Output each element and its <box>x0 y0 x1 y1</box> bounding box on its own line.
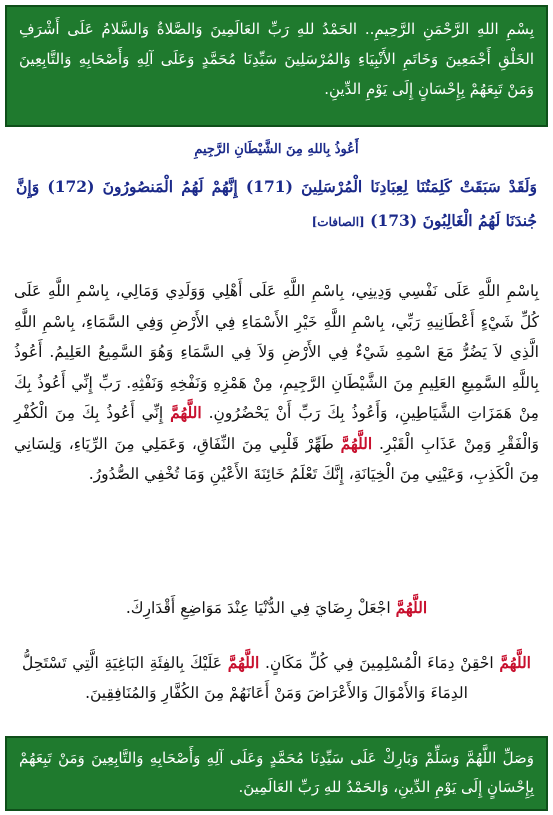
footer-box <box>5 736 548 811</box>
center-dua-line <box>0 598 553 617</box>
center-dua-text: اجْعَلْ رِضَايَ فِي الدُّنْيَا عِنْدَ مَوَاضِعِ أَقْدَارِكَ. <box>125 599 391 617</box>
last-part-1: احْقِنْ دِمَاءَ الْمُسْلِمِينَ فِي كُلِّ مَكَانٍ. <box>264 654 494 672</box>
allahumma-highlight: اللَّهُمَّ <box>340 433 373 453</box>
footer-text: وَصَلِّ اللَّهُمَّ وَسَلِّمْ وَبَارِكْ عَلَى سَيِّدِنَا مُحَمَّدٍ وَعَلَى آلِهِ وَأَصْحَابِهِ وَالتَّابِعِينَ وَمَنْ تَبِعَهُمْ بِإِحْسَانٍ إِلَى يَوْمِ الدِّينِ، وَالحَمْدُ للهِ رَبِّ العَالَمِينَ. <box>19 749 534 796</box>
quran-verse-block <box>16 170 537 239</box>
header-box <box>5 5 548 127</box>
quran-verse: وَلَقَدْ سَبَقَتْ كَلِمَتُنَا لِعِبَادِنَا الْمُرْسَلِينَ (171) إِنَّهُمْ لَهُمُ الْمَنصُورُونَ (172) وَإِنَّ جُندَنَا لَهُمُ الْغَالِبُونَ (173) <box>16 177 537 230</box>
main-paragraph <box>14 276 539 490</box>
main-part-3: طَهِّرْ قَلْبِي مِنَ النِّفَاقِ، وَعَمَلِي مِنَ الرِّيَاءِ، وَلِسَانِي مِنَ الْكَذِبِ، وَعَيْنِي مِنَ الْخِيَانَةِ، إِنَّكَ تَعْلَمُ خَائِنَةَ الأَعْيُنِ وَمَا تُخْفِي الصُّدُورُ. <box>14 434 539 483</box>
allahumma-highlight: اللَّهُمَّ <box>170 403 202 422</box>
main-part-1: بِاسْمِ اللَّهِ عَلَى نَفْسِي وَدِينِي، بِاسْمِ اللَّهِ عَلَى أَهْلِي وَوَلَدِي وَمَالِي، بِاسْمِ اللَّهِ عَلَى كُلِّ شَيْءٍ أَعْطَانِيهِ رَبِّي، بِاسْمِ اللَّهِ خَيْرِ الأَسْمَاءِ فِي الأَرْضِ وَفِي السَّمَاءِ، بِاسْمِ اللَّهِ الَّذِي لاَ يَضُرُّ مَعَ اسْمِهِ شَيْءٌ فِي الأَرْضِ وَلاَ فِي السَّمَاءِ وَهُوَ السَّمِيعُ العَلِيمُ. أَعُوذُ بِاللَّهِ السَّمِيعِ العَلِيمِ مِنَ الشَّيْطَانِ الرَّجِيمِ، مِنْ هَمْزِهِ وَنَفْخِهِ وَنَفْثِهِ. رَبِّ إِنِّي أَعُوذُ بِكَ مِنْ هَمَزَاتِ الشَّيَاطِينِ، وَأَعُوذُ بِكَ رَبِّ أَنْ يَحْضُرُونِ. <box>14 282 539 422</box>
isti-adha-line: أَعُوذُ بِاللهِ مِنَ الشَّيْطَانِ الرَّجِيمِ <box>194 142 359 157</box>
last-part-2: عَلَيْكَ بِالفِئَةِ البَاغِيَةِ الَّتِي تَسْتَحِلُّ الدِمَاءَ وَالأَمْوَالَ وَالأَعْرَاضَ وَمَنْ أَعَانَهُمْ مِنَ الكُفَّارِ وَالمُنَافِقِينَ. <box>22 654 468 702</box>
allahumma-highlight: اللَّهُمَّ <box>227 653 260 672</box>
main-part-2: إِنِّي أَعُوذُ بِكَ مِنَ الْكُفْرِ وَالْفَقْرِ وَمِنْ عَذَابِ الْقَبْرِ. <box>14 404 539 453</box>
allahumma-highlight: اللَّهُمَّ <box>499 653 531 672</box>
last-paragraph <box>22 648 531 708</box>
quran-reference: [الصافات] <box>311 215 365 229</box>
allahumma-highlight: اللَّهُمَّ <box>395 598 428 617</box>
header-text: بِسْمِ اللهِ الرَّحْمَنِ الرَّحِيمِ.. الحَمْدُ للهِ رَبِّ العَالَمِينَ وَالصَّلاةُ وَالسَّلامُ عَلَى أَشْرَفِ الخَلْقِ أَجْمَعِينَ وَخَاتَمِ الأَنْبِيَاءِ وَالمُرْسَلِينَ سَيِّدِنَا مُحَمَّدٍ وَعَلَى آلِهِ وَأَصْحَابِهِ وَالتَّابِعِينَ وَمَنْ تَبِعَهُمْ بِإِحْسَانٍ إِلَى يَوْمِ الدِّينِ. <box>19 20 534 98</box>
